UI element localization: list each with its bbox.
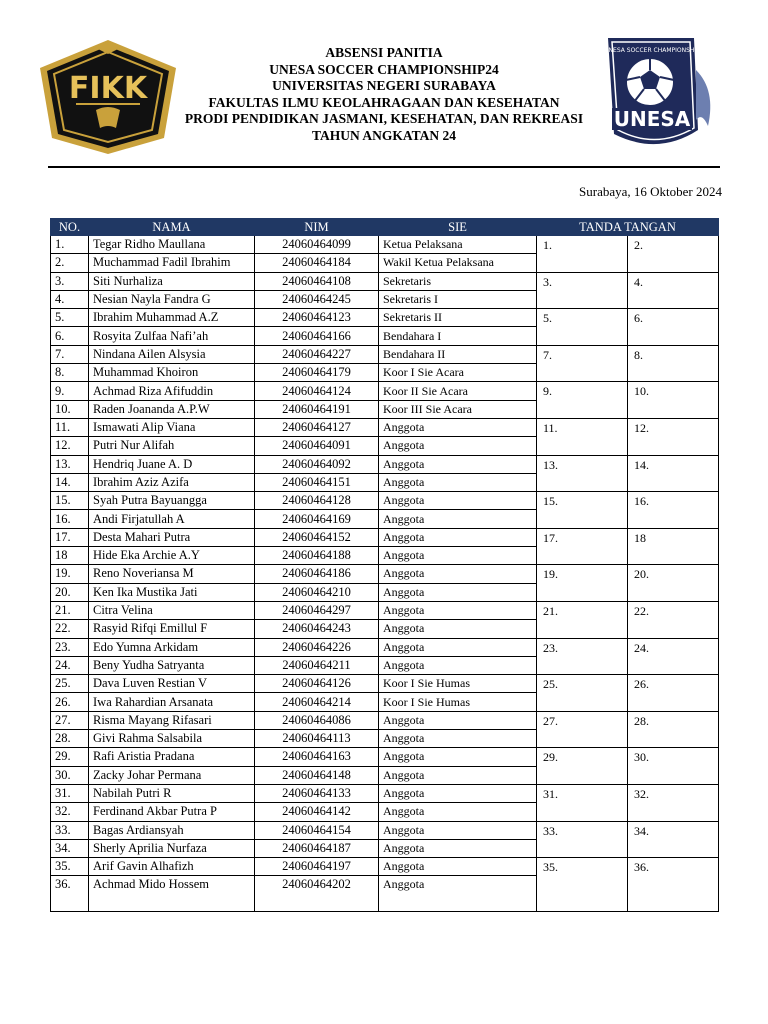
cell-no: 32. xyxy=(51,803,89,821)
cell-nama: Citra Velina xyxy=(89,601,255,619)
header-nim: NIM xyxy=(255,219,379,236)
signature-box[interactable]: 28. xyxy=(628,711,719,748)
signature-box[interactable]: 32. xyxy=(628,784,719,821)
cell-no: 8. xyxy=(51,364,89,382)
cell-nim: 24060464127 xyxy=(255,418,379,436)
cell-sie: Anggota xyxy=(379,601,537,619)
cell-nama: Sherly Aprilia Nurfaza xyxy=(89,839,255,857)
cell-nama: Givi Rahma Salsabila xyxy=(89,730,255,748)
cell-no: 12. xyxy=(51,437,89,455)
cell-sie: Anggota xyxy=(379,730,537,748)
signature-box[interactable]: 26. xyxy=(628,675,719,712)
cell-sie: Anggota xyxy=(379,565,537,583)
cell-nim: 24060464191 xyxy=(255,400,379,418)
cell-nama: Dava Luven Restian V xyxy=(89,675,255,693)
cell-no: 16. xyxy=(51,510,89,528)
cell-nim: 24060464166 xyxy=(255,327,379,345)
unesa-logo-text: UNESA xyxy=(613,107,691,131)
cell-nim: 24060464151 xyxy=(255,473,379,491)
cell-sie: Anggota xyxy=(379,711,537,729)
signature-box[interactable]: 17. xyxy=(537,528,628,565)
cell-no: 21. xyxy=(51,601,89,619)
cell-sie: Anggota xyxy=(379,492,537,510)
header-no: NO. xyxy=(51,219,89,236)
cell-sie: Sekretaris I xyxy=(379,290,537,308)
signature-box[interactable]: 6. xyxy=(628,309,719,346)
signature-box[interactable]: 35. xyxy=(537,858,628,912)
signature-box[interactable]: 30. xyxy=(628,748,719,785)
cell-nim: 24060464086 xyxy=(255,711,379,729)
signature-box[interactable]: 22. xyxy=(628,601,719,638)
header-university: UNIVERSITAS NEGERI SURABAYA xyxy=(272,78,496,93)
signature-box[interactable]: 33. xyxy=(537,821,628,858)
cell-nim: 24060464197 xyxy=(255,858,379,876)
cell-sie: Koor III Sie Acara xyxy=(379,400,537,418)
cell-sie: Sekretaris II xyxy=(379,309,537,327)
cell-sie: Anggota xyxy=(379,455,537,473)
header-divider xyxy=(48,166,720,168)
cell-no: 24. xyxy=(51,656,89,674)
cell-nama: Rosyita Zulfaa Nafi’ah xyxy=(89,327,255,345)
cell-no: 25. xyxy=(51,675,89,693)
cell-no: 7. xyxy=(51,345,89,363)
cell-nim: 24060464226 xyxy=(255,638,379,656)
cell-nama: Siti Nurhaliza xyxy=(89,272,255,290)
cell-no: 5. xyxy=(51,309,89,327)
unesa-soccer-championship-badge xyxy=(598,30,722,158)
cell-nama: Rafi Aristia Pradana xyxy=(89,748,255,766)
table-row xyxy=(51,675,719,693)
table-row xyxy=(51,272,719,290)
cell-nim: 24060464152 xyxy=(255,528,379,546)
cell-nim: 24060464227 xyxy=(255,345,379,363)
cell-nim: 24060464297 xyxy=(255,601,379,619)
cell-no: 15. xyxy=(51,492,89,510)
cell-nama: Iwa Rahardian Arsanata xyxy=(89,693,255,711)
header-tanda-tangan: TANDA TANGAN xyxy=(537,219,719,236)
table-row xyxy=(51,418,719,436)
table-row xyxy=(51,528,719,546)
cell-nama: Nesian Nayla Fandra G xyxy=(89,290,255,308)
document-date: Surabaya, 16 Oktober 2024 xyxy=(579,184,722,199)
cell-nama: Risma Mayang Rifasari xyxy=(89,711,255,729)
cell-no: 27. xyxy=(51,711,89,729)
signature-box[interactable]: 4. xyxy=(628,272,719,309)
cell-no: 2. xyxy=(51,254,89,272)
cell-sie: Anggota xyxy=(379,656,537,674)
cell-nim: 24060464214 xyxy=(255,693,379,711)
cell-nama: Reno Noveriansa M xyxy=(89,565,255,583)
signature-box[interactable]: 1. xyxy=(537,236,628,273)
cell-sie: Anggota xyxy=(379,528,537,546)
cell-sie: Koor I Sie Acara xyxy=(379,364,537,382)
cell-nama: Edo Yumna Arkidam xyxy=(89,638,255,656)
cell-nama: Achmad Mido Hossem xyxy=(89,876,255,912)
cell-sie: Koor II Sie Acara xyxy=(379,382,537,400)
cell-nama: Hide Eka Archie A.Y xyxy=(89,547,255,565)
cell-no: 29. xyxy=(51,748,89,766)
cell-nama: Ismawati Alip Viana xyxy=(89,418,255,436)
signature-box[interactable]: 5. xyxy=(537,309,628,346)
header-program: PRODI PENDIDIKAN JASMANI, KESEHATAN, DAN REKREASI xyxy=(184,111,584,126)
signature-box[interactable]: 25. xyxy=(537,675,628,712)
table-row xyxy=(51,638,719,656)
cell-sie: Bendahara II xyxy=(379,345,537,363)
cell-nama: Nabilah Putri R xyxy=(89,784,255,802)
cell-nama: Putri Nur Alifah xyxy=(89,437,255,455)
cell-no: 1. xyxy=(51,236,89,254)
cell-nim: 24060464128 xyxy=(255,492,379,510)
unesa-logo-arc-text: UNESA SOCCER CHAMPIONSHIP xyxy=(604,47,700,54)
cell-nim: 24060464245 xyxy=(255,290,379,308)
cell-no: 11. xyxy=(51,418,89,436)
signature-box[interactable]: 8. xyxy=(628,345,719,382)
cell-nama: Hendriq Juane A. D xyxy=(89,455,255,473)
signature-box[interactable]: 36. xyxy=(628,858,719,912)
cell-no: 13. xyxy=(51,455,89,473)
cell-no: 18 xyxy=(51,547,89,565)
cell-sie: Koor I Sie Humas xyxy=(379,693,537,711)
cell-sie: Anggota xyxy=(379,876,537,912)
cell-nim: 24060464169 xyxy=(255,510,379,528)
table-header-row xyxy=(51,219,719,236)
signature-box[interactable]: 7. xyxy=(537,345,628,382)
cell-no: 3. xyxy=(51,272,89,290)
signature-box[interactable]: 9. xyxy=(537,382,628,419)
signature-box[interactable]: 11. xyxy=(537,418,628,455)
cell-sie: Anggota xyxy=(379,858,537,876)
signature-box[interactable]: 31. xyxy=(537,784,628,821)
cell-sie: Anggota xyxy=(379,437,537,455)
signature-box[interactable]: 3. xyxy=(537,272,628,309)
signature-box[interactable]: 2. xyxy=(628,236,719,273)
cell-sie: Anggota xyxy=(379,510,537,528)
cell-nama: Ferdinand Akbar Putra P xyxy=(89,803,255,821)
cell-nim: 24060464092 xyxy=(255,455,379,473)
cell-no: 28. xyxy=(51,730,89,748)
header-nama: NAMA xyxy=(89,219,255,236)
signature-box[interactable]: 10. xyxy=(628,382,719,419)
cell-nim: 24060464211 xyxy=(255,656,379,674)
signature-box[interactable]: 21. xyxy=(537,601,628,638)
signature-box[interactable]: 15. xyxy=(537,492,628,529)
cell-nama: Muhammad Khoiron xyxy=(89,364,255,382)
fikk-shield-logo xyxy=(36,38,180,156)
signature-box[interactable]: 23. xyxy=(537,638,628,675)
signature-box[interactable]: 13. xyxy=(537,455,628,492)
cell-nim: 24060464091 xyxy=(255,437,379,455)
attendance-table xyxy=(50,218,719,912)
cell-sie: Anggota xyxy=(379,473,537,491)
cell-no: 26. xyxy=(51,693,89,711)
signature-box[interactable]: 16. xyxy=(628,492,719,529)
cell-sie: Sekretaris xyxy=(379,272,537,290)
cell-nama: Tegar Ridho Maullana xyxy=(89,236,255,254)
cell-nim: 24060464126 xyxy=(255,675,379,693)
cell-nim: 24060464243 xyxy=(255,620,379,638)
cell-nim: 24060464187 xyxy=(255,839,379,857)
header-event: UNESA SOCCER CHAMPIONSHIP24 xyxy=(269,61,499,77)
table-row xyxy=(51,711,719,729)
table-row xyxy=(51,236,719,254)
table-row xyxy=(51,821,719,839)
table-row xyxy=(51,858,719,876)
cell-sie: Wakil Ketua Pelaksana xyxy=(379,254,537,272)
cell-no: 34. xyxy=(51,839,89,857)
document-header xyxy=(170,45,598,144)
cell-nim: 24060464179 xyxy=(255,364,379,382)
cell-nama: Achmad Riza Afifuddin xyxy=(89,382,255,400)
cell-nim: 24060464113 xyxy=(255,730,379,748)
cell-nim: 24060464186 xyxy=(255,565,379,583)
cell-sie: Anggota xyxy=(379,547,537,565)
signature-box[interactable]: 14. xyxy=(628,455,719,492)
cell-sie: Bendahara I xyxy=(379,327,537,345)
cell-nim: 24060464123 xyxy=(255,309,379,327)
signature-box[interactable]: 24. xyxy=(628,638,719,675)
cell-no: 23. xyxy=(51,638,89,656)
table-row xyxy=(51,784,719,802)
cell-no: 14. xyxy=(51,473,89,491)
cell-sie: Anggota xyxy=(379,784,537,802)
cell-no: 9. xyxy=(51,382,89,400)
cell-no: 36. xyxy=(51,876,89,912)
cell-nama: Ibrahim Aziz Azifa xyxy=(89,473,255,491)
signature-box[interactable]: 34. xyxy=(628,821,719,858)
cell-no: 4. xyxy=(51,290,89,308)
table-row xyxy=(51,565,719,583)
cell-nama: Ken Ika Mustika Jati xyxy=(89,583,255,601)
cell-nim: 24060464142 xyxy=(255,803,379,821)
table-row xyxy=(51,455,719,473)
cell-nama: Muchammad Fadil Ibrahim xyxy=(89,254,255,272)
cell-nim: 24060464133 xyxy=(255,784,379,802)
cell-no: 6. xyxy=(51,327,89,345)
signature-box[interactable]: 27. xyxy=(537,711,628,748)
cell-nim: 24060464184 xyxy=(255,254,379,272)
table-row xyxy=(51,748,719,766)
cell-nim: 24060464124 xyxy=(255,382,379,400)
cell-nim: 24060464154 xyxy=(255,821,379,839)
header-sie: SIE xyxy=(379,219,537,236)
cell-sie: Anggota xyxy=(379,839,537,857)
cell-sie: Anggota xyxy=(379,418,537,436)
cell-sie: Anggota xyxy=(379,620,537,638)
cell-sie: Koor I Sie Humas xyxy=(379,675,537,693)
cell-sie: Anggota xyxy=(379,748,537,766)
cell-no: 30. xyxy=(51,766,89,784)
cell-no: 31. xyxy=(51,784,89,802)
cell-nama: Beny Yudha Satryanta xyxy=(89,656,255,674)
cell-no: 22. xyxy=(51,620,89,638)
fikk-logo-text: FIKK xyxy=(68,71,148,106)
cell-nim: 24060464148 xyxy=(255,766,379,784)
table-row xyxy=(51,382,719,400)
cell-no: 33. xyxy=(51,821,89,839)
header-faculty: FAKULTAS ILMU KEOLAHRAGAAN DAN KESEHATAN xyxy=(208,94,560,110)
cell-sie: Anggota xyxy=(379,583,537,601)
cell-nama: Bagas Ardiansyah xyxy=(89,821,255,839)
cell-nama: Syah Putra Bayuangga xyxy=(89,492,255,510)
header-year: TAHUN ANGKATAN 24 xyxy=(311,127,456,143)
cell-sie: Anggota xyxy=(379,766,537,784)
table-row xyxy=(51,601,719,619)
header-title: ABSENSI PANITIA xyxy=(325,45,443,60)
cell-nama: Rasyid Rifqi Emillul F xyxy=(89,620,255,638)
cell-nama: Nindana Ailen Alsysia xyxy=(89,345,255,363)
cell-sie: Ketua Pelaksana xyxy=(379,236,537,254)
signature-box[interactable]: 18 xyxy=(628,528,719,565)
cell-nim: 24060464099 xyxy=(255,236,379,254)
cell-nama: Zacky Johar Permana xyxy=(89,766,255,784)
table-row xyxy=(51,345,719,363)
signature-box[interactable]: 20. xyxy=(628,565,719,602)
cell-no: 35. xyxy=(51,858,89,876)
cell-nama: Ibrahim Muhammad A.Z xyxy=(89,309,255,327)
table-row xyxy=(51,309,719,327)
cell-nama: Arif Gavin Alhafizh xyxy=(89,858,255,876)
cell-no: 17. xyxy=(51,528,89,546)
cell-nim: 24060464108 xyxy=(255,272,379,290)
cell-sie: Anggota xyxy=(379,638,537,656)
cell-no: 10. xyxy=(51,400,89,418)
signature-box[interactable]: 19. xyxy=(537,565,628,602)
cell-nama: Raden Joananda A.P.W xyxy=(89,400,255,418)
cell-nama: Andi Firjatullah A xyxy=(89,510,255,528)
cell-nim: 24060464202 xyxy=(255,876,379,912)
cell-nama: Desta Mahari Putra xyxy=(89,528,255,546)
cell-nim: 24060464188 xyxy=(255,547,379,565)
table-row xyxy=(51,492,719,510)
cell-no: 20. xyxy=(51,583,89,601)
cell-nim: 24060464163 xyxy=(255,748,379,766)
cell-no: 19. xyxy=(51,565,89,583)
cell-sie: Anggota xyxy=(379,803,537,821)
cell-sie: Anggota xyxy=(379,821,537,839)
signature-box[interactable]: 29. xyxy=(537,748,628,785)
cell-nim: 24060464210 xyxy=(255,583,379,601)
signature-box[interactable]: 12. xyxy=(628,418,719,455)
